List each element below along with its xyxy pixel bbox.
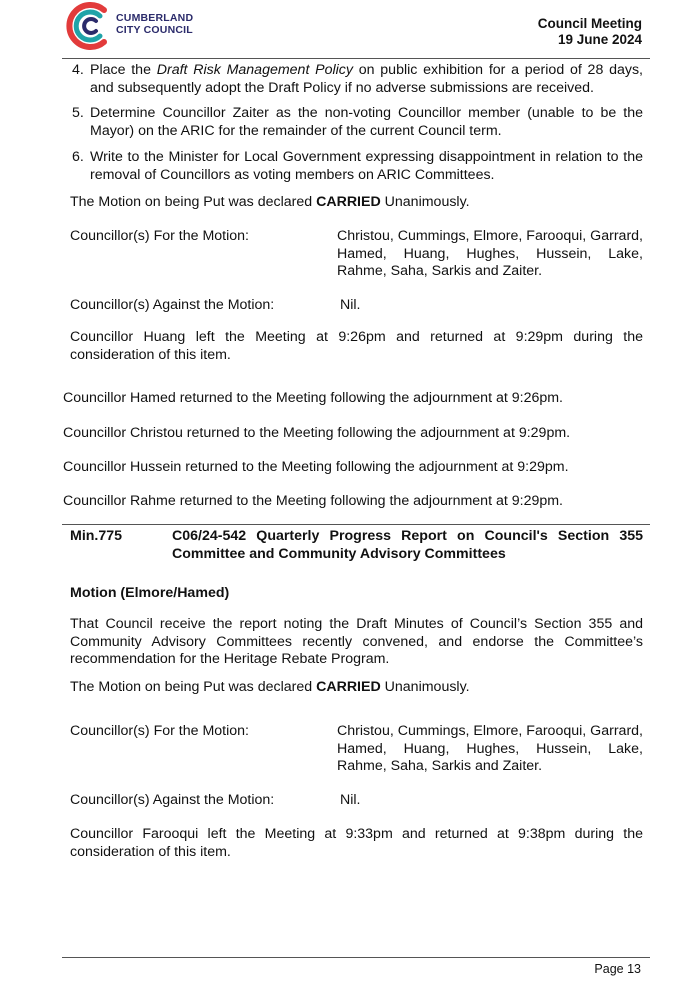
motion-heading: Motion (Elmore/Hamed) [70,585,230,601]
against-motion-label: Councillor(s) Against the Motion: [70,792,275,808]
resolution-number: 4. [72,62,84,78]
motion-result-pre: The Motion on being Put was declared [70,679,317,695]
council-name [116,12,193,36]
resolution-item-5 [72,105,643,140]
for-motion-names: Christou, Cummings, Elmore, Farooqui, Garrard, Hamed, Huang, Hughes, Hussein, Lake, Rahme, Saha, Sarkis and Zaiter. [337,228,643,279]
minute-number: Min.775 [70,528,123,544]
page-number: Page 13 [594,962,641,976]
for-motion-label: Councillor(s) For the Motion: [70,228,249,244]
for-motion-names: Christou, Cummings, Elmore, Farooqui, Garrard, Hamed, Huang, Hughes, Hussein, Lake, Rahme, Saha, Sarkis and Zaiter. [337,723,643,774]
council-name-line2: CITY COUNCIL [116,24,193,36]
council-logo [64,0,204,52]
resolution-text: Determine Councillor Zaiter as the non-voting Councillor member (unable to be the Mayor) on the ARIC for the remainder of the current Council term. [90,105,643,139]
meeting-title: Council Meeting [537,16,642,31]
resolution-number: 6. [72,149,84,165]
motion-result [70,194,643,212]
minute-divider [62,524,650,525]
return-note-rahme: Councillor Rahme returned to the Meeting following the adjournment at 9:29pm. [63,493,563,509]
resolution-item-6 [72,149,643,184]
attendance-note: Councillor Huang left the Meeting at 9:26pm and returned at 9:29pm during the consideration of this item. [70,329,643,363]
council-logo-mark [64,0,116,52]
resolution-text-post: on public exhibition for a period of 28 days, and subsequently adopt the Draft Policy if no adverse submissions are received. [90,62,643,96]
for-motion-label: Councillor(s) For the Motion: [70,723,249,739]
resolution-item-4 [72,62,643,97]
against-motion-names: Nil. [340,792,361,808]
return-note-hussein: Councillor Hussein returned to the Meeting following the adjournment at 9:29pm. [63,459,569,475]
motion-text: That Council receive the report noting the Draft Minutes of Council’s Section 355 and Community Advisory Committees recently convened, and endorse the Committee’s recommendation for the Heritage Rebate Program. [70,616,643,667]
minute-title: C06/24-542 Quarterly Progress Report on Council's Section 355 Committee and Community Advisory Committees [172,528,643,562]
header-divider [62,58,650,59]
motion-result-status: CARRIED [316,679,381,695]
motion-result-post: Unanimously. [380,194,470,210]
resolution-text [90,62,643,97]
against-motion-label: Councillor(s) Against the Motion: [70,297,275,313]
policy-name: Draft Risk Management Policy [156,62,353,78]
meeting-info [538,16,642,48]
resolution-number: 5. [72,105,84,121]
attendance-note: Councillor Farooqui left the Meeting at 9:33pm and returned at 9:38pm during the consideration of this item. [70,826,643,860]
motion-result-post: Unanimously. [380,679,470,695]
motion-result-pre: The Motion on being Put was declared [70,194,317,210]
return-note-hamed: Councillor Hamed returned to the Meeting following the adjournment at 9:26pm. [63,390,563,406]
meeting-date: 19 June 2024 [557,32,642,47]
council-name-line1: CUMBERLAND [116,12,194,24]
resolution-text: Write to the Minister for Local Government expressing disappointment in relation to the removal of Councillors as voting members on ARIC Committees. [90,149,643,183]
against-motion-names: Nil. [340,297,361,313]
motion-result [70,679,643,697]
footer-divider [62,957,650,958]
resolution-text-pre: Place the [90,62,157,78]
return-note-christou: Councillor Christou returned to the Meeting following the adjournment at 9:29pm. [63,425,571,441]
motion-result-status: CARRIED [316,194,381,210]
